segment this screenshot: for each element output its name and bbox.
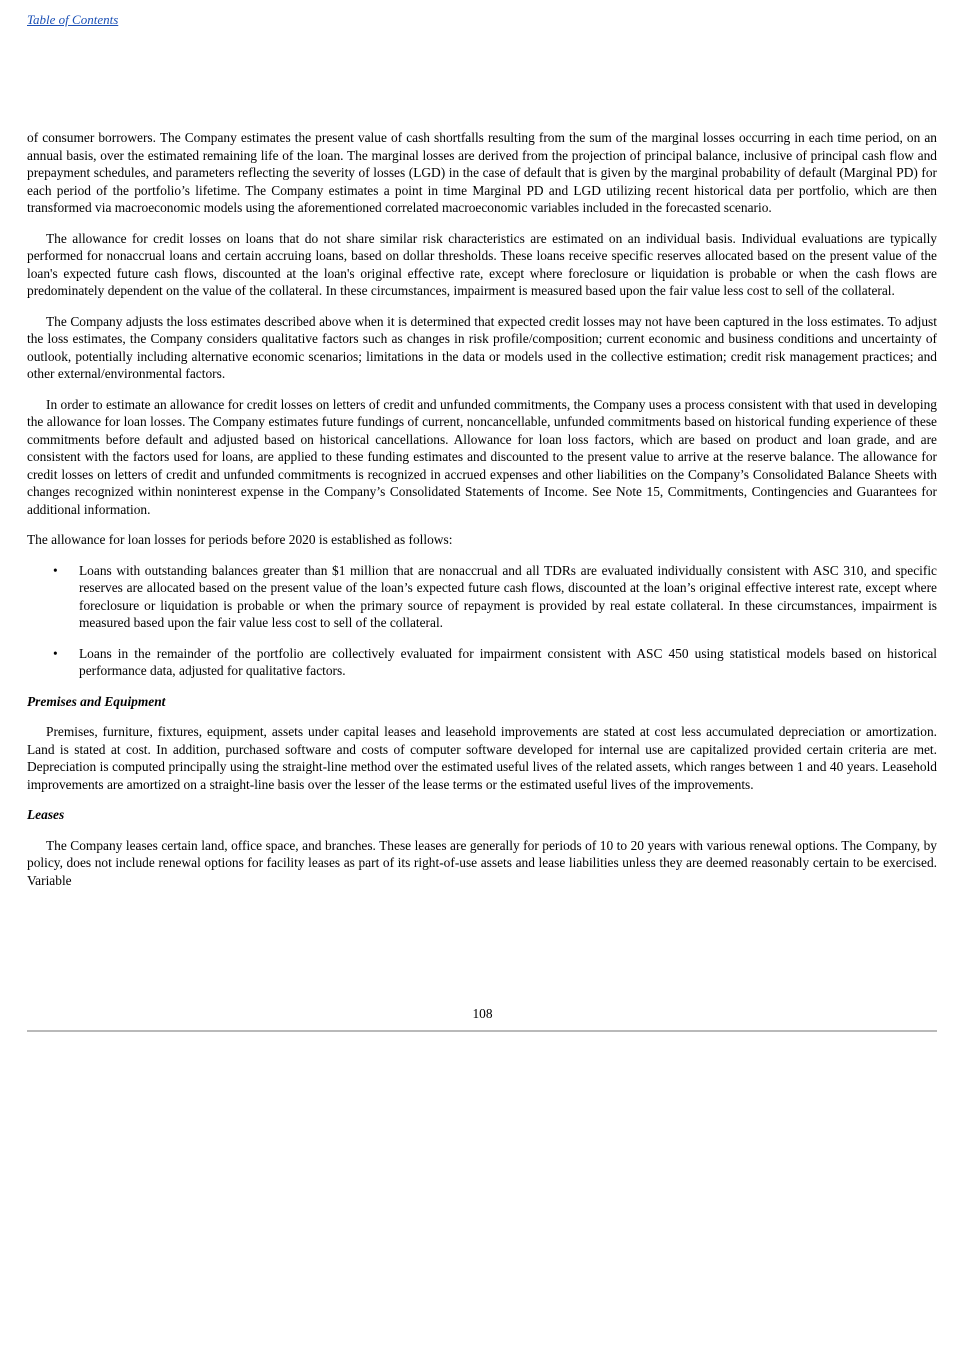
list-item bbox=[27, 645, 937, 680]
table-of-contents-link[interactable]: Table of Contents bbox=[27, 12, 119, 27]
bullet-icon: • bbox=[53, 562, 58, 578]
document-body bbox=[27, 129, 937, 902]
allowance-bullet-list bbox=[27, 562, 937, 680]
footer-divider bbox=[27, 1030, 937, 1032]
paragraph-cecl-marginal-losses: of consumer borrowers. The Company estimates the present value of cash shortfalls resulting from the sum of the marginal losses occurring in each time period, on an annual basis, over the estimated remaining life of the loan. The marginal losses are derived from the projection of principal balance, inclusive of principal cash flow and prepayment schedules, and parameters reflecting the severity of losses (LGD) in the case of default that is given by the marginal probability of default (Marginal PD) for each period of the portfolio’s lifetime. The Company estimates a point in time Marginal PD and LGD utilizing recent historical data per portfolio, which are then transformed via macroeconomic models using the aforementioned correlated macroeconomic variables included in the forecasted scenario. bbox=[27, 130, 937, 215]
page-number: 108 bbox=[472, 1006, 493, 1021]
paragraph-premises-equipment: Premises, furniture, fixtures, equipment, assets under capital leases and leasehold improvements are stated at cost less accumulated depreciation or amortization. Land is stated at cost. In addition, purchased software and costs of computer software developed for internal use are capitalized provided certain criteria are met. Depreciation is computed principally using the straight-line method over the estimated useful lives of the related assets, which ranges between 1 and 40 years. Leasehold improvements are amortized on a straight-line basis over the lesser of the lease terms or the estimated useful lives of the improvements. bbox=[27, 724, 937, 792]
list-item bbox=[27, 562, 937, 632]
paragraph-qualitative-adjustments: The Company adjusts the loss estimates described above when it is determined that expected credit losses may not have been captured in the loss estimates. To adjust the loss estimates, the Company considers qualitative factors such as changes in risk profile/composition; current economic and business conditions and uncertainty of outlook, potentially including alternative economic scenarios; limitations in the data or models used in the collective estimation; credit risk management practices; and other external/environmental factors. bbox=[27, 313, 937, 381]
paragraph-individual-evaluation: The allowance for credit losses on loans that do not share similar risk characteristics are estimated on an individual basis. Individual evaluations are typically performed for nonaccrual loans and certain accruing loans, based on dollar thresholds. These loans receive specific reserves allocated based on the present value of the loan's expected future cash flows, discounted at the loan's original effective rate, except where foreclosure or liquidation is probable or when the cash flows are predominately dependent on the value of the collateral. In these circumstances, impairment is measured based upon the fair value less cost to sell of the collateral. bbox=[27, 230, 937, 298]
list-item-text: Loans in the remainder of the portfolio are collectively evaluated for impairment consistent with ASC 450 using statistical models based on historical performance data, adjusted for qualitative factors. bbox=[79, 645, 937, 678]
section-heading-leases: Leases bbox=[27, 807, 65, 822]
list-item-text: Loans with outstanding balances greater than $1 million that are nonaccrual and all TDRs are evaluated individually consistent with ASC 310, and specific reserves are allocated based on the present value of the loan’s expected future cash flows, discounted at the loan’s original effective interest rate, except where foreclosure or liquidation is probable or when the primary source of repayment is provided by real estate collateral. In these circumstances, impairment is measured based upon the fair value less cost to sell of the collateral. bbox=[79, 562, 937, 630]
section-heading-premises: Premises and Equipment bbox=[27, 693, 166, 709]
paragraph-unfunded-commitments: In order to estimate an allowance for credit losses on letters of credit and unfunded commitments, the Company uses a process consistent with that used in developing the allowance for loan losses. The Company estimates future fundings of current, noncancellable, unfunded commitments based on historical funding experience of these commitments before default and adjusted based on historical cancellations. Allowance for loan loss factors, which are based on product and loan grade, and are consistent with the factors used for loans, are applied to these funding estimates and discounted to the present value to arrive at the reserve balance. The allowance for credit losses on letters of credit and unfunded commitments is recognized in accrued expenses and other liabilities on the Company’s Consolidated Balance Sheets with changes recognized within noninterest expense in the Company’s Consolidated Statements of Income. See Note 15, Commitments, Contingencies and Guarantees for additional information. bbox=[27, 396, 937, 517]
paragraph-pre-2020-allowance: The allowance for loan losses for periods before 2020 is established as follows: bbox=[27, 532, 453, 547]
paragraph-leases: The Company leases certain land, office space, and branches. These leases are generally for periods of 10 to 20 years with various renewal options. The Company, by policy, does not include renewal options for facility leases as part of its right-of-use assets and lease liabilities unless they are deemed reasonably certain to be exercised. Variable bbox=[27, 837, 937, 888]
bullet-icon: • bbox=[53, 645, 58, 661]
